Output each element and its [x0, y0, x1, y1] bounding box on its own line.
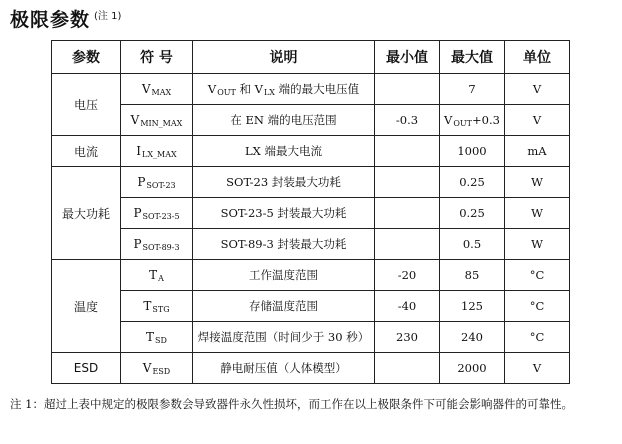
table-row — [52, 353, 570, 384]
symbol-cell: $T_A$ — [121, 260, 193, 291]
title-text: 极限参数 — [10, 9, 91, 31]
min-value-cell: 230 — [375, 322, 440, 353]
unit-cell: W — [505, 167, 570, 198]
group-name-cell: 温度 — [52, 260, 121, 353]
header-cell: 符 号 — [121, 41, 193, 74]
max-value-cell: $V_{OUT}+0.3$ — [440, 105, 505, 136]
min-value-cell: -40 — [375, 291, 440, 322]
min-value-cell — [375, 136, 440, 167]
title-note: (注 1) — [94, 10, 122, 22]
unit-cell: °C — [505, 260, 570, 291]
table-row — [52, 229, 570, 260]
table-row — [52, 136, 570, 167]
description-cell: SOT-23-5 封装最大功耗 — [193, 198, 375, 229]
min-value-cell: -20 — [375, 260, 440, 291]
description-cell: 焊接温度范围（时间少于 30 秒） — [193, 322, 375, 353]
symbol-cell: $P_{SOT-23-5}$ — [121, 198, 193, 229]
header-cell: 说明 — [193, 41, 375, 74]
unit-cell: W — [505, 198, 570, 229]
min-value-cell — [375, 74, 440, 105]
symbol-cell: $V_{ESD}$ — [121, 353, 193, 384]
unit-cell: V — [505, 74, 570, 105]
table-row — [52, 167, 570, 198]
max-value-cell: 0.5 — [440, 229, 505, 260]
table-header-row — [52, 41, 570, 74]
description-cell: 存储温度范围 — [193, 291, 375, 322]
max-value-cell: 2000 — [440, 353, 505, 384]
table-row — [52, 198, 570, 229]
table-row — [52, 74, 570, 105]
symbol-cell: $P_{SOT-89-3}$ — [121, 229, 193, 260]
unit-cell: °C — [505, 291, 570, 322]
min-value-cell — [375, 229, 440, 260]
description-cell: $V_{OUT}$ 和 $V_{LX}$ 端的最大电压值 — [193, 74, 375, 105]
max-value-cell: 85 — [440, 260, 505, 291]
max-value-cell: 0.25 — [440, 198, 505, 229]
header-cell: 参数 — [52, 41, 121, 74]
description-cell: 工作温度范围 — [193, 260, 375, 291]
header-cell: 最大值 — [440, 41, 505, 74]
symbol-cell: $T_{SD}$ — [121, 322, 193, 353]
min-value-cell: -0.3 — [375, 105, 440, 136]
group-name-cell: 最大功耗 — [52, 167, 121, 260]
header-cell: 单位 — [505, 41, 570, 74]
description-cell: 静电耐压值（人体模型） — [193, 353, 375, 384]
min-value-cell — [375, 167, 440, 198]
max-value-cell: 1000 — [440, 136, 505, 167]
group-name-cell: 电压 — [52, 74, 121, 136]
unit-cell: °C — [505, 322, 570, 353]
description-cell: SOT-23 封装最大功耗 — [193, 167, 375, 198]
max-value-cell: 7 — [440, 74, 505, 105]
min-value-cell — [375, 353, 440, 384]
symbol-cell: $P_{SOT-23}$ — [121, 167, 193, 198]
symbol-cell: $V_{MAX}$ — [121, 74, 193, 105]
table-body — [52, 74, 570, 384]
group-name-cell: 电流 — [52, 136, 121, 167]
description-cell: LX 端最大电流 — [193, 136, 375, 167]
unit-cell: V — [505, 353, 570, 384]
max-value-cell: 0.25 — [440, 167, 505, 198]
symbol-cell: $V_{MIN\_MAX}$ — [121, 105, 193, 136]
symbol-cell: $T_{STG}$ — [121, 291, 193, 322]
table-row — [52, 260, 570, 291]
footnote: 注 1：超过上表中规定的极限参数会导致器件永久性损坏，而工作在以上极限条件下可能会影响器件的可靠性。 — [10, 397, 573, 411]
max-value-cell: 240 — [440, 322, 505, 353]
header-cell: 最小值 — [375, 41, 440, 74]
description-cell: 在 EN 端的电压范围 — [193, 105, 375, 136]
unit-cell: W — [505, 229, 570, 260]
symbol-cell: $I_{LX\_MAX}$ — [121, 136, 193, 167]
max-value-cell: 125 — [440, 291, 505, 322]
parameters-table — [51, 40, 570, 384]
table-row — [52, 291, 570, 322]
unit-cell: mA — [505, 136, 570, 167]
page-title — [10, 5, 121, 32]
table-row — [52, 322, 570, 353]
table-row — [52, 105, 570, 136]
group-name-cell: ESD — [52, 353, 121, 384]
description-cell: SOT-89-3 封装最大功耗 — [193, 229, 375, 260]
unit-cell: V — [505, 105, 570, 136]
min-value-cell — [375, 198, 440, 229]
